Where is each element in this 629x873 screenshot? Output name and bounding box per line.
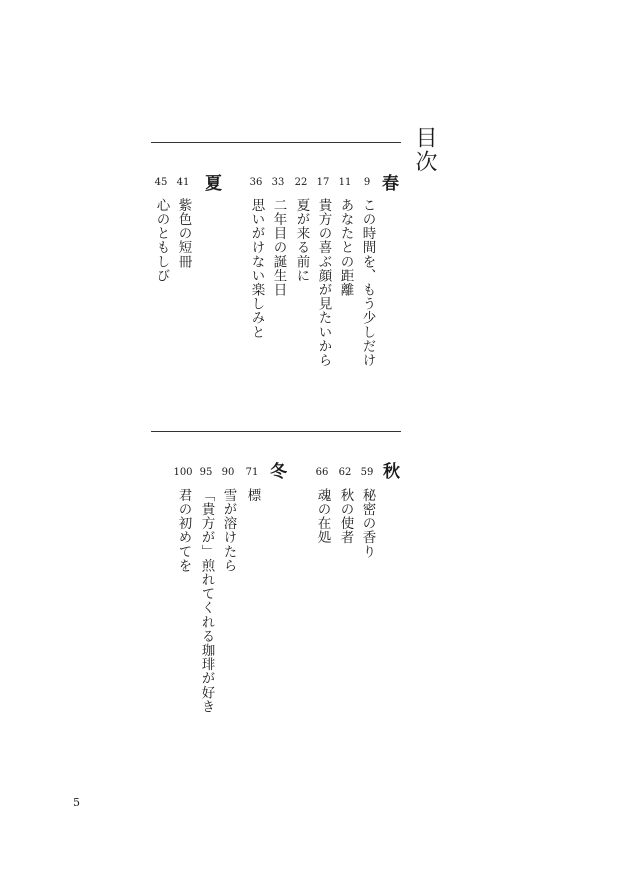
entry-page-number: 33: [271, 177, 285, 188]
entry-title: 魂の在処: [314, 488, 331, 545]
entry-page-number: 22: [294, 177, 308, 188]
season-heading-autumn: 秋: [379, 462, 399, 479]
entry-page-number: 62: [338, 467, 352, 478]
entry-title: 秋の使者: [337, 488, 354, 545]
entry-title: 夏が来る前に: [293, 198, 310, 283]
entry-title: 雪が溶けたら: [220, 488, 237, 573]
entry-page-number: 36: [249, 177, 263, 188]
entry-page-number: 100: [173, 467, 193, 478]
entry-title: 心のともしび: [153, 198, 170, 283]
entry-page-number: 59: [360, 467, 374, 478]
entry-page-number: 11: [338, 177, 352, 188]
season-heading-winter: 冬: [266, 462, 286, 479]
season-heading-spring: 春: [378, 174, 398, 191]
season-heading-summer: 夏: [201, 174, 221, 191]
entry-title: 貴方の喜ぶ顔が見たいから: [315, 198, 332, 368]
entry-page-number: 41: [176, 177, 190, 188]
entry-title: あなたとの距離: [337, 198, 354, 297]
entry-title: 君の初めてを: [175, 488, 192, 573]
entry-title: 「貴方が」煎れてくれる珈琲が好き: [198, 488, 215, 714]
entry-title: 標: [244, 488, 261, 503]
entry-page-number: 95: [199, 467, 213, 478]
entry-page-number: 90: [221, 467, 235, 478]
entry-page-number: 17: [316, 177, 330, 188]
entry-page-number: 9: [363, 177, 371, 188]
middle-rule: [151, 431, 401, 432]
page-number: 5: [73, 796, 80, 809]
entry-title: 二年目の誕生日: [270, 198, 287, 297]
entry-title: 紫色の短冊: [175, 198, 192, 269]
entry-title: 秘密の香り: [359, 488, 376, 559]
entry-page-number: 71: [245, 467, 259, 478]
top-rule: [151, 142, 401, 143]
entry-page-number: 45: [154, 177, 168, 188]
page-title: 目次: [412, 126, 437, 174]
entry-title: この時間を、もう少しだけ: [359, 198, 376, 368]
entry-page-number: 66: [315, 467, 329, 478]
entry-title: 思いがけない楽しみと: [248, 198, 265, 339]
